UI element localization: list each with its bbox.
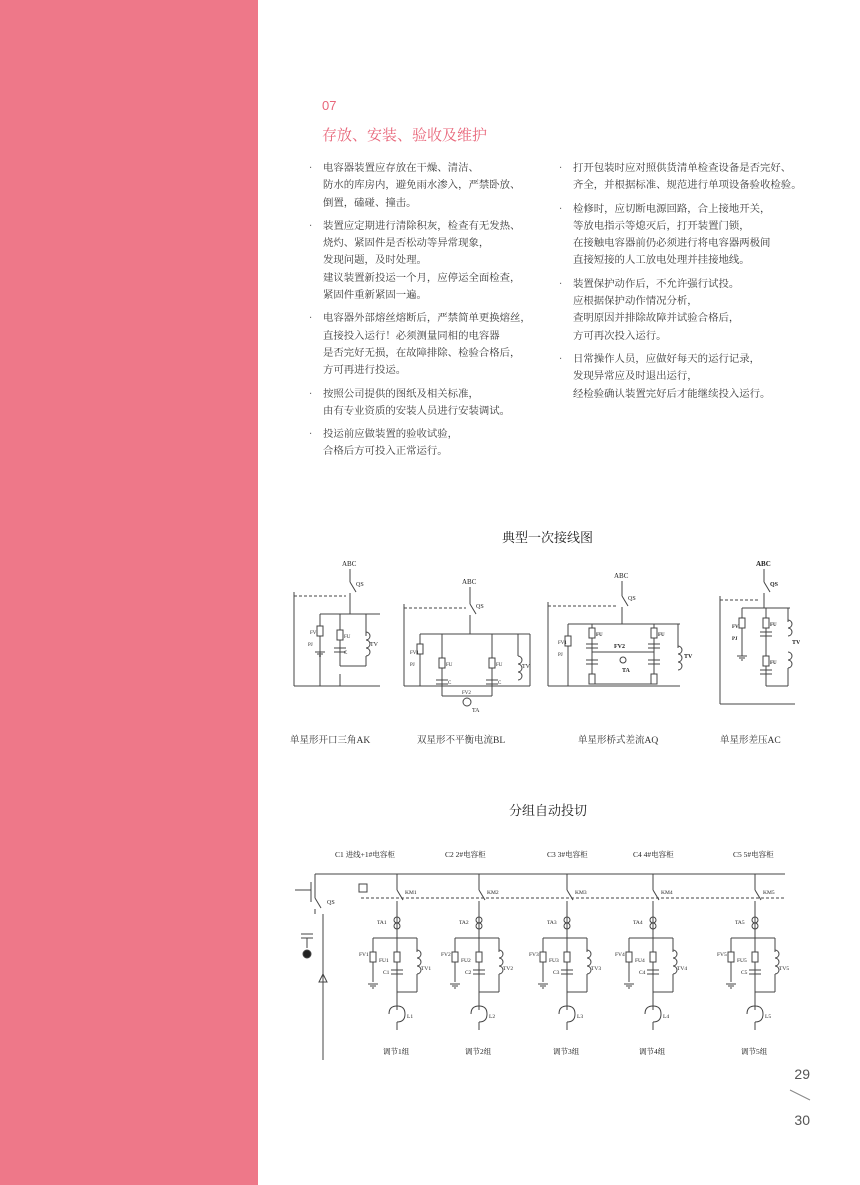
c-label: C2: [465, 970, 472, 976]
fv-label: FV1: [359, 952, 369, 958]
coil-symbol: [788, 652, 792, 668]
bullet-line: 按照公司提供的图纸及相关标准，: [323, 387, 479, 400]
diagram-label: FV2: [614, 644, 625, 650]
fuse-symbol: [651, 674, 657, 684]
bullet-line: 查明原因并排除故障并试验合格后，: [573, 312, 740, 325]
km-label: KM1: [405, 890, 417, 896]
group-header: C1 进线+1#电容柜: [335, 850, 395, 859]
fv-label: FV2: [441, 952, 451, 958]
group-header: C3 3#电容柜: [547, 850, 588, 859]
bullet-line: 发现问题，及时处理。: [323, 254, 427, 267]
l-label: L1: [407, 1014, 414, 1020]
km-label: KM4: [661, 890, 673, 896]
group-header: C5 5#电容柜: [733, 850, 774, 859]
diagram-label: FU: [446, 663, 453, 668]
group-caption: 调节3组: [553, 1047, 580, 1056]
fuse-symbol: [370, 952, 376, 962]
fuse-symbol: [439, 658, 445, 668]
bullet-line: 紧固件重新紧固一遍。: [323, 289, 427, 302]
bullet-line: 装置保护动作后，不允许强行试投。: [573, 277, 740, 290]
bullet-item: [306, 218, 556, 304]
bullet-dot: ·: [309, 220, 313, 232]
qs-label: QS: [770, 582, 779, 588]
bullet-line: 直接短接的人工放电处理并挂接地线。: [573, 254, 750, 267]
ta-label: TA2: [459, 920, 469, 926]
fuse-symbol: [763, 656, 769, 666]
km-label: KM3: [575, 890, 587, 896]
fuse-symbol: [739, 618, 745, 628]
bullet-dot: ·: [559, 163, 563, 174]
left-bullet-list: [306, 160, 556, 467]
diagram-label: FU: [596, 633, 603, 638]
fuse-symbol: [452, 952, 458, 962]
bullet-line: 等放电指示等熄灭后，打开装置门锁，: [573, 219, 750, 232]
fuse-symbol: [650, 952, 656, 962]
fu-label: FU4: [635, 958, 645, 964]
l-label: L3: [577, 1014, 584, 1020]
bullet-item: [306, 386, 556, 421]
fu-label: FU5: [737, 958, 747, 964]
bullet-item: [306, 426, 556, 461]
diagram-label: FU: [344, 635, 351, 640]
abc-label: ABC: [342, 560, 357, 568]
qs-label: QS: [356, 582, 364, 588]
qs-label: QS: [476, 604, 484, 610]
bullet-line: 齐全，并根据标准、规范进行单项设备验收检验。: [573, 179, 802, 192]
diagram-label: TV: [684, 654, 693, 660]
bullet-dot: ·: [559, 203, 563, 215]
bullet-line: 应根据保护动作情况分析，: [573, 295, 698, 308]
bullet-line: 打开包装时应对照供货清单检查设备是否完好、: [573, 162, 792, 174]
coil-symbol: [788, 620, 792, 636]
fv-label: FV3: [529, 952, 539, 958]
abc-label: ABC: [614, 572, 629, 580]
bullet-line: 日常操作人员，应做好每天的运行记录，: [573, 352, 761, 365]
bullet-line: 建议装置新投运一个月，应停运全面检查，: [323, 271, 521, 284]
c-label: C3: [553, 970, 560, 976]
caption-bl: 双星形不平衡电流BL: [417, 736, 506, 746]
diagram-label: TV: [792, 640, 800, 646]
diagram-label: FV2: [462, 691, 471, 696]
fuse-symbol: [728, 952, 734, 962]
ta-label: TA4: [633, 920, 643, 926]
diagram-label: TA: [472, 708, 480, 714]
bullet-line: 防水的库房内，避免雨水渗入，严禁卧放、: [323, 179, 521, 192]
diagram-label: C: [448, 681, 452, 686]
sidebar-band: [0, 0, 258, 1185]
bullet-dot: ·: [559, 278, 563, 290]
l-label: L5: [765, 1014, 772, 1020]
tv-label: TV1: [421, 966, 432, 972]
tv-label: TV4: [677, 966, 688, 972]
qs-label: QS: [628, 596, 636, 602]
page-divider: [788, 1088, 812, 1102]
abc-label: ABC: [756, 560, 771, 568]
bullet-line: 装置应定期进行清除积灰，检查有无发热、: [323, 219, 521, 232]
bullet-item: [306, 310, 556, 379]
bullet-line: 发现异常应及时退出运行，: [573, 370, 698, 383]
bullet-line: 合格后方可投入正常运行。: [323, 445, 448, 458]
bullet-line: 在接触电容器前仍必须进行将电容器两极间: [573, 237, 771, 250]
l-label: L2: [489, 1014, 496, 1020]
fuse-symbol: [752, 952, 758, 962]
diagram-label: FV1: [410, 651, 419, 656]
fu-label: FU2: [461, 958, 471, 964]
diagram-label: PJ: [732, 637, 738, 642]
caption-ac: 单星形差压AC: [720, 736, 781, 746]
abc-label: ABC: [462, 578, 477, 586]
fuse-symbol: [763, 618, 769, 628]
ta-symbol: [463, 698, 471, 706]
bullet-line: 投运前应做装置的验收试验，: [323, 428, 459, 441]
bullet-dot: ·: [309, 429, 313, 441]
fuse-symbol: [651, 628, 657, 638]
diagram-label: C: [498, 681, 502, 686]
diagram-label: PJ: [558, 653, 563, 658]
fuse-symbol: [489, 658, 495, 668]
diagram-label: TV: [370, 642, 378, 648]
group-caption: 调节5组: [741, 1047, 768, 1056]
fuse-symbol: [337, 630, 343, 640]
figure2-title: 分组自动投切: [509, 804, 588, 819]
section-number: 07: [322, 98, 337, 113]
qs-label: QS: [327, 900, 335, 906]
bullet-line: 直接投入运行！必须测量同相的电容器: [323, 329, 500, 342]
bullet-line: 检修时，应切断电源回路，合上接地开关，: [573, 202, 771, 215]
diagram-label: C: [344, 651, 348, 656]
page-number-right: 30: [794, 1112, 810, 1128]
fu-label: FU1: [379, 958, 389, 964]
diagram-label: PJ: [308, 643, 313, 648]
caption-ak: 单星形开口三角AK: [290, 736, 371, 746]
fv-label: FV5: [717, 952, 727, 958]
fuse-symbol: [564, 952, 570, 962]
breaker-symbol: [303, 950, 311, 958]
bullet-item: [556, 201, 806, 270]
fuse-symbol: [540, 952, 546, 962]
diagram-label: FV: [310, 631, 317, 636]
bullet-line: 电容器装置应存放在干燥、清洁、: [323, 162, 479, 174]
group-auto-switching-diagram: [285, 842, 805, 1060]
diagram-label: TA: [622, 668, 630, 674]
wire: [315, 898, 321, 908]
diagram-label: FU: [770, 661, 777, 666]
right-bullet-list: [556, 160, 806, 409]
bullet-item: [306, 160, 556, 212]
group-header: C2 2#电容柜: [445, 850, 486, 859]
ta-label: TA3: [547, 920, 557, 926]
fv-label: FV4: [615, 952, 625, 958]
km-label: KM5: [763, 890, 775, 896]
group-header: C4 4#电容柜: [633, 850, 674, 859]
section-title: 存放、安装、验收及维护: [322, 126, 488, 144]
diagram-label: FU: [770, 623, 777, 628]
diagram-label: PJ: [410, 663, 415, 668]
diagram-label: FU: [658, 633, 665, 638]
ta-label: TA1: [377, 920, 387, 926]
diagram-label: FV: [732, 625, 739, 630]
fuse-symbol: [394, 952, 400, 962]
bullet-dot: ·: [559, 353, 563, 365]
tv-label: TV5: [779, 966, 790, 972]
bullet-item: [556, 351, 806, 403]
group-caption: 调节1组: [383, 1047, 410, 1056]
bullet-line: 倒置，磕碰、撞击。: [323, 196, 417, 209]
fu-label: FU3: [549, 958, 559, 964]
diagram-label: FV1: [558, 641, 567, 646]
tv-label: TV3: [591, 966, 602, 972]
group-caption: 调节4组: [639, 1047, 666, 1056]
c-label: C5: [741, 970, 748, 976]
l-label: L4: [663, 1014, 670, 1020]
km-label: KM2: [487, 890, 499, 896]
fuse-symbol: [589, 628, 595, 638]
bullet-dot: ·: [309, 163, 313, 174]
diagram-label: FU: [496, 663, 503, 668]
bullet-line: 由有专业资质的安装人员进行安装调试。: [323, 404, 511, 417]
bullet-dot: ·: [309, 313, 313, 325]
fuse-symbol: [626, 952, 632, 962]
fuse-symbol: [317, 626, 323, 636]
c-label: C1: [383, 970, 390, 976]
figure1-title: 典型一次接线图: [502, 531, 594, 546]
fuse-symbol: [476, 952, 482, 962]
c-label: C4: [639, 970, 646, 976]
bullet-line: 电容器外部熔丝熔断后，严禁简单更换熔丝，: [323, 312, 531, 325]
bullet-line: 方可再次投入运行。: [573, 329, 667, 342]
diagram-label: TV: [522, 664, 530, 670]
bullet-item: [556, 276, 806, 345]
bullet-line: 方可再进行投运。: [323, 364, 407, 377]
coil-symbol: [678, 646, 682, 670]
typical-primary-wiring-diagram: [280, 556, 800, 728]
control-box: [359, 884, 367, 892]
ta-symbol: [620, 657, 626, 663]
bullet-dot: ·: [309, 388, 313, 400]
bullet-line: 是否完好无损，在故障排除、检验合格后，: [323, 346, 521, 359]
ta-label: TA5: [735, 920, 745, 926]
group-caption: 调节2组: [465, 1047, 492, 1056]
bullet-line: 烧灼、紧固件是否松动等异常现象，: [323, 237, 490, 250]
bullet-line: 经检验确认装置完好后才能继续投入运行。: [573, 387, 771, 400]
fuse-symbol: [589, 674, 595, 684]
caption-aq: 单星形桥式差流AQ: [578, 736, 659, 746]
page-number-left: 29: [794, 1066, 810, 1082]
bullet-item: [556, 160, 806, 195]
tv-label: TV2: [503, 966, 514, 972]
